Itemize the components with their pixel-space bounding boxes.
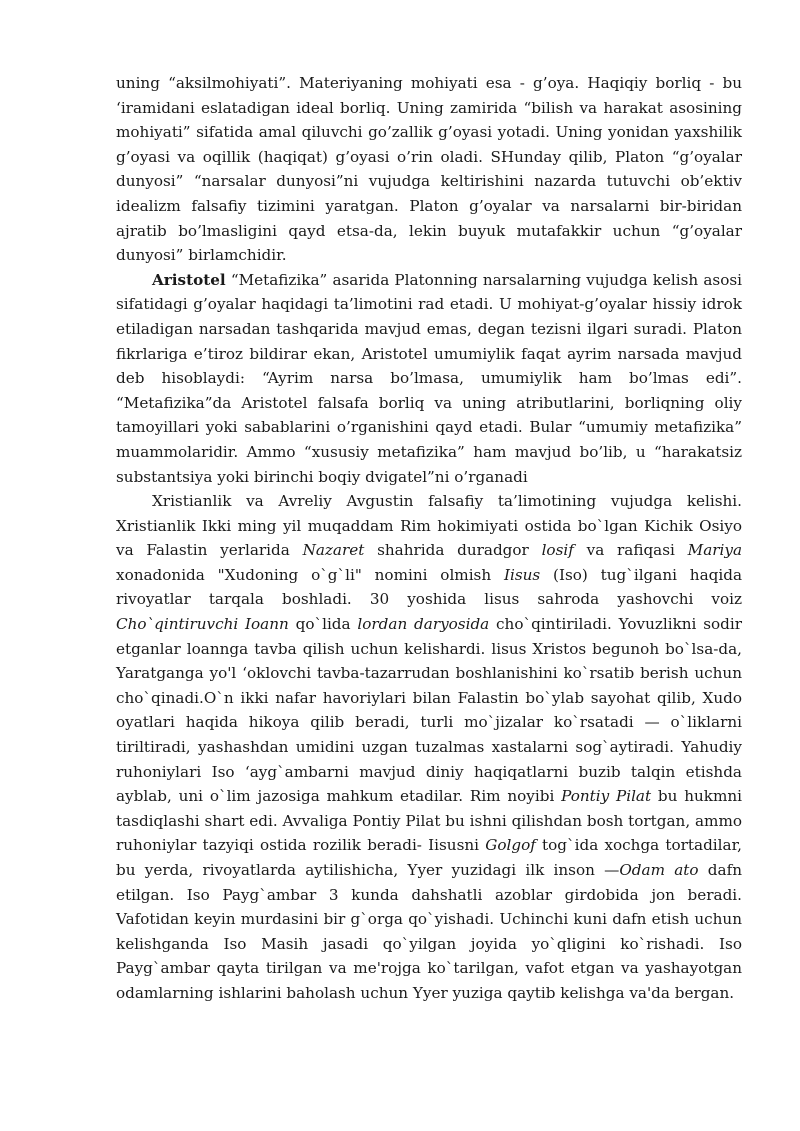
italic-term: Golgof bbox=[485, 836, 536, 855]
italic-term: Odam ato bbox=[619, 861, 699, 879]
italic-term: Mariya bbox=[687, 541, 742, 560]
paragraph-platon: uning “aksilmohiyati”. Materiyaning mohiyati esa - g’oya. Haqiqiy borliq - bu ‘iramidani eslatadigan ideal borliq. Uning zamirida “bilish va harakat asosining mohiyati” sifatida amal qiluvchi go’zallik g’oyasi yotadi. Uning yonidan yaxshilik g’oyasi va oqillik (haqiqat) g’oyasi o’rin oladi. SHunday qilib, Platon “g’oyalar dunyosi” “narsalar dunyosi”ni vujudga keltirishini nazarda tutuvchi ob’ektiv idealizm falsafiy tizimini yaratgan. Platon g’oyalar va narsalarni bir-biridan ajratib bo’lmasligini qayd etsa-da, lekin buyuk mutafakkir uchun “g’oyalar dunyosi” birlamchidir. bbox=[116, 74, 742, 265]
italic-term: Nazaret bbox=[302, 541, 365, 560]
document-page bbox=[116, 71, 742, 1006]
paragraph-aristotel: Aristotel “Metafizika” asarida Platonning narsalarning vujudga kelish asosi sifatidagi g’oyalar haqidagi ta’limotini rad etadi. U mohiyat-g’oyalar hissiy idrok etiladigan narsadan tashqarida mavjud emas, degan tezisni ilgari suradi. Platon fikrlariga e’tiroz bildirar ekan, Aristotel umumiylik faqat ayrim narsada mavjud deb hisoblaydi: “Ayrim narsa bo’lmasa, umumiylik ham bo’lmas edi”. “Metafizika”da Aristotel falsafa borliq va uning atributlarini, borliqning oliy tamoyillari yoki sabablarini o’rganishini qayd etadi. Bular “umumiy metafizika” muammolaridir. Ammo “xususiy metafizika” ham mavjud bo’lib, u “harakatsiz substantsiya yoki birinchi boqiy dvigatel”ni o’rganadi bbox=[116, 270, 742, 486]
italic-term: lordan daryosida bbox=[357, 615, 490, 634]
aristotel-heading: Aristotel bbox=[152, 270, 226, 289]
italic-term: losif bbox=[541, 541, 574, 560]
italic-term: Cho`qintiruvchi Ioann bbox=[116, 615, 289, 634]
italic-term: Pontiy Pilat bbox=[561, 787, 652, 806]
italic-term: Iisus bbox=[503, 565, 541, 584]
paragraph-xristianlik: Xristianlik va Avreliy Avgustin falsafiy ta’limotining vujudga kelishi. Xristianlik Ikki ming yil muqaddam Rim hokimiyati ostida bo`lgan Kichik Osiyo va Falastin yerlarida Nazaret shahrida duradgor losif va rafiqasi Mariya xonadonida "Xudoning o`g`li" nomini olmish Iisus (Iso) tug`ilgani haqida rivoyatlar tarqala boshladi. 30 yoshida lisus sahroda yashovchi voiz Cho`qintiruvchi Ioann qo`lida lordan daryosida cho`qintiriladi. Yovuzlikni sodir etganlar loannga tavba qilish uchun kelishardi. lisus Xristos begunoh bo`lsa-da, Yaratganga yo'l ‘oklovchi tavba-tazarrudan boshlanishini ko`rsatib berish uchun cho`qinadi.O`n ikki nafar havoriylari bilan Falastin bo`ylab sayohat qilib, Xudo oyatlari haqida hikoya qilib beradi, turli mo`jizalar ko`rsatadi — o`liklarni tiriltiradi, yashashdan umidini uzgan tuzalmas xastalarni sog`aytiradi. Yahudiy ruhoniylari Iso ‘ayg`ambarni mavjud diniy haqiqatlarni buzib talqin etishda ayblab, uni o`lim jazosiga mahkum etadilar. Rim noyibi Pontiy Pilat bu hukmni tasdiqlashi shart edi. Avvaliga Pontiy Pilat bu ishni qilishdan bosh tortgan, ammo ruhoniylar tazyiqi ostida rozilik beradi- Iisusni Golgof tog`ida xochga tortadilar, bu yerda, rivoyatlarda aytilishicha, Yyer yuzidagi ilk inson —Odam ato dafn etilgan. Iso Payg`ambar 3 kunda dahshatli azoblar girdobida jon beradi. Vafotidan keyin murdasini bir g`orga qo`yishadi. Uchinchi kuni dafn etish uchun kelishganda Iso Masih jasadi qo`yilgan joyida yo`qligini ko`rishadi. Iso Payg`ambar qayta tirilgan va me'rojga ko`tarilgan, vafot etgan va yashayotgan odamlarning ishlarini baholash uchun Yyer yuziga qaytib kelishga va'da bergan. bbox=[116, 492, 743, 1002]
